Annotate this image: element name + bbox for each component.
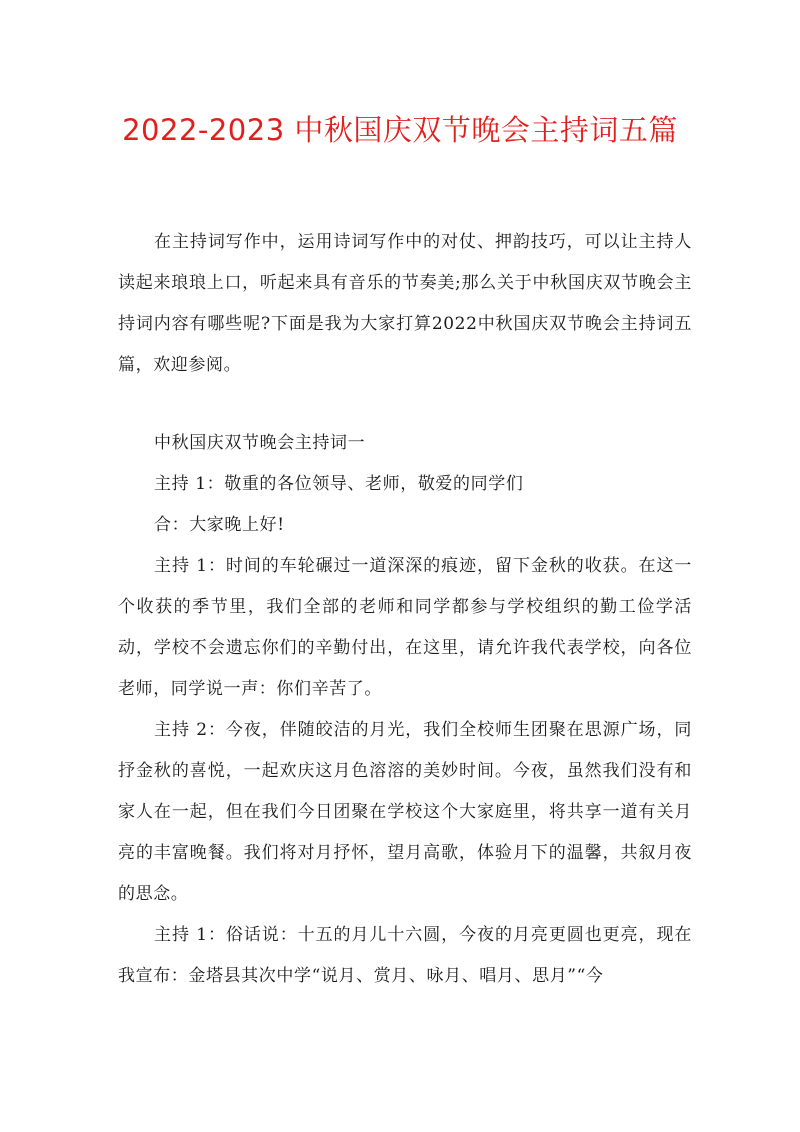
document-title: 2022-2023 中秋国庆双节晚会主持词五篇 (122, 113, 678, 147)
document-body (118, 222, 692, 997)
section-heading: 中秋国庆双节晚会主持词一 (154, 433, 366, 453)
dialogue-paragraph: 主持 1：敬重的各位领导、老师，敬爱的同学们 (154, 474, 524, 494)
dialogue-paragraph: 合：大家晚上好! (154, 515, 285, 535)
paragraph-gap (118, 386, 692, 417)
intro-paragraph: 在主持词写作中，运用诗词写作中的对仗、押韵技巧，可以让主持人读起来琅琅上口，听起来具有音乐的节奏美;那么关于中秋国庆双节晚会主持词内容有哪些呢?下面是我为大家打算2022中秋国庆双节晚会主持词五篇，欢迎参阅。 (118, 232, 692, 375)
dialogue-paragraph: 主持 1：时间的车轮碾过一道深深的痕迹，留下金秋的收获。在这一个收获的季节里，我们全部的老师和同学都参与学校组织的勤工俭学活动，学校不会遗忘你们的辛勤付出，在这里，请允许我代表学校，向各位老师，同学说一声：你们辛苦了。 (118, 556, 692, 699)
dialogue-paragraph: 主持 2：今夜，伴随皎洁的月光，我们全校师生团聚在思源广场，同抒金秋的喜悦，一起欢庆这月色溶溶的美妙时间。今夜，虽然我们没有和家人在一起，但在我们今日团聚在学校这个大家庭里，将共享一道有关月亮的丰富晚餐。我们将对月抒怀，望月高歌，体验月下的温馨，共叙月夜的思念。 (118, 720, 692, 904)
dialogue-paragraph: 主持 1：俗话说：十五的月儿十六圆，今夜的月亮更圆也更亮，现在我宣布：金塔县其次中学“说月、赏月、咏月、唱月、思月”“今 (118, 925, 692, 986)
